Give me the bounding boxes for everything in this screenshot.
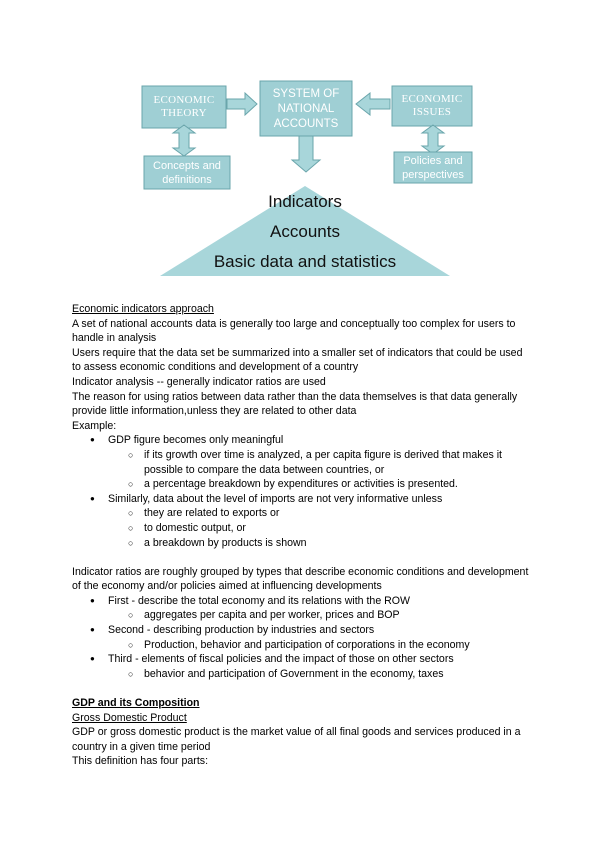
economic-theory-label: ECONOMIC THEORY [153,94,215,119]
list-item: ● Third - elements of fiscal policies and the impact of those on other sectors [72,652,532,667]
diagram-shapes [0,0,600,290]
sna-label: SYSTEM OF NATIONAL ACCOUNTS [272,88,340,130]
arrow-issues-to-sna-icon [356,93,390,115]
double-arrow-left-icon [173,125,195,156]
spacer [72,681,532,696]
list-item: ● GDP figure becomes only meaningful [72,433,532,448]
list-item: ○ Production, behavior and participation of corporations in the economy [72,638,532,653]
indicators-label: Indicators [268,192,342,211]
accounts-label: Accounts [270,222,340,241]
list-item: ○ if its growth over time is analyzed, a per capita figure is derived that makes it possible to compare the data between countries, or [72,448,532,477]
spacer [72,550,532,565]
national-accounts-diagram [0,0,600,290]
paragraph: Indicator ratios are roughly grouped by types that describe economic conditions and development of the economy and/or policies aimed at influencing developments [72,565,529,593]
heading-economic-indicators: Economic indicators approach [72,303,214,315]
paragraph: The reason for using ratios between data rather than the data themselves is that data generally provide little information,unless they are related to other data [72,390,518,418]
paragraph: Example: [72,419,117,432]
arrow-theory-to-sna-icon [227,93,257,115]
list-item: ○ a breakdown by products is shown [72,536,532,551]
list-item: ● First - describe the total economy and its relations with the ROW [72,594,532,609]
list-item: ○ a percentage breakdown by expenditures or activities is presented. [72,477,532,492]
example-list [72,433,532,550]
paragraph: Indicator analysis -- generally indicator ratios are used [72,375,326,388]
list-item: ● Second - describing production by industries and sectors [72,623,532,638]
list-item: ○ aggregates per capita and per worker, prices and BOP [72,608,532,623]
indicator-types-list [72,594,532,682]
list-item: ○ to domestic output, or [72,521,532,536]
paragraph: GDP or gross domestic product is the market value of all final goods and services produced in a country in a given time period [72,726,521,753]
paragraph: This definition has four parts: [72,755,209,768]
list-item: ○ behavior and participation of Government in the economy, taxes [72,667,532,682]
arrow-down-icon [292,136,320,172]
heading-gross-domestic-product: Gross Domestic Product [72,711,187,724]
double-arrow-right-icon [422,125,444,154]
policies-label: Policies and perspectives [402,155,464,181]
paragraph: Users require that the data set be summarized into a smaller set of indicators that could be used to assess economic conditions and development of a country [72,346,523,374]
basic-data-label: Basic data and statistics [213,252,397,271]
paragraph: A set of national accounts data is generally too large and conceptually too complex for users to handle in analysis [72,317,516,345]
economic-issues-label: ECONOMIC ISSUES [401,93,463,118]
list-item: ● Similarly, data about the level of imports are not very informative unless [72,492,532,507]
list-item: ○ they are related to exports or [72,506,532,521]
heading-gdp-composition: GDP and its Composition [72,697,200,710]
document-body [72,302,532,769]
concepts-label: Concepts and definitions [153,160,221,186]
